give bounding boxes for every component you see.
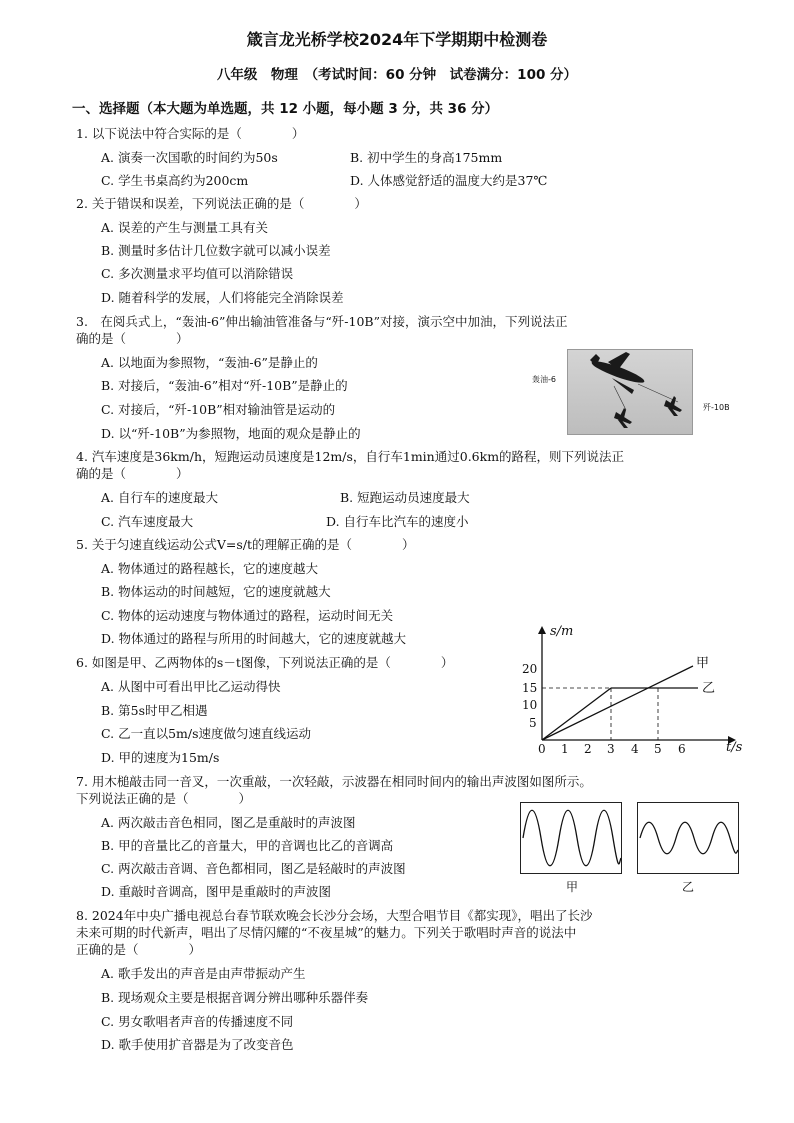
graph-ytick: 5 [529,716,537,730]
q7-option-d[interactable]: D. 重敲时音调高，图甲是重敲时的声波图 [101,884,332,899]
q8-stem-line1: 8. 2024年中央广播电视总台春节联欢晚会长沙分会场，大型合唱节目《都实现》，唱出了长沙 [76,908,593,923]
graph-xtick: 0 [538,742,546,756]
exam-info: 八年级 物理 （考试时间：60 分钟 试卷满分：100 分） [216,67,578,83]
graph-xtick: 1 [561,742,569,756]
q5-stem: 5. 关于匀速直线运动公式V=s/t的理解正确的是（ ） [76,537,415,552]
section-heading: 一、选择题（本大题为单选题，共 12 小题，每小题 3 分，共 36 分） [72,101,499,117]
q2-option-c[interactable]: C. 多次测量求平均值可以消除错误 [101,266,294,281]
fighter-jet-icon [614,408,632,428]
graph-ytick: 15 [522,681,538,695]
q6-option-c[interactable]: C. 乙一直以5m/s速度做匀速直线运动 [101,726,311,741]
q2-stem: 2. 关于错误和误差，下列说法正确的是（ ） [76,196,367,211]
graph-ytick: 20 [522,662,538,676]
q8-option-b[interactable]: B. 现场观众主要是根据音调分辨出哪种乐器伴奏 [101,990,369,1005]
waveform-yi [637,802,739,874]
q7-option-c[interactable]: C. 两次敲击音调、音色都相同，图乙是轻敲时的声波图 [101,861,406,876]
q7-option-a[interactable]: A. 两次敲击音色相同，图乙是重敲时的声波图 [101,815,356,830]
fighter-jet-icon [664,396,682,416]
q3-option-d[interactable]: D. 以“歼-10B”为参照物，地面的观众是静止的 [101,426,361,441]
graph-xtick: 3 [607,742,615,756]
refueling-photo [567,349,693,435]
q3-stem-line1: 3. 在阅兵式上，“轰油-6”伸出输油管准备与“歼-10B”对接，演示空中加油，下列说法正 [76,314,568,329]
q1-stem: 1. 以下说法中符合实际的是（ ） [76,126,305,141]
q5-option-a[interactable]: A. 物体通过的路程越长，它的速度越大 [101,561,318,576]
q4-option-c[interactable]: C. 汽车速度最大 [101,514,194,529]
graph-xtick: 5 [654,742,662,756]
q6-option-a[interactable]: A. 从图中可看出甲比乙运动得快 [101,679,281,694]
q8-option-d[interactable]: D. 歌手使用扩音器是为了改变音色 [101,1037,294,1052]
graph-xlabel: t/s [726,740,743,755]
series-label-jia: 甲 [696,656,710,671]
q3-option-c[interactable]: C. 对接后，“歼-10B”相对输油管是运动的 [101,402,336,417]
q8-option-c[interactable]: C. 男女歌唱者声音的传播速度不同 [101,1014,294,1029]
series-label-yi: 乙 [702,681,716,696]
waveform-yi-label: 乙 [682,880,695,894]
q5-option-b[interactable]: B. 物体运动的时间越短，它的速度就越大 [101,584,331,599]
q6-stem: 6. 如图是甲、乙两物体的s－t图像，下列说法正确的是（ ） [76,655,454,670]
q7-stem-line2: 下列说法正确的是（ ） [76,791,252,806]
q1-option-b[interactable]: B. 初中学生的身高175mm [350,150,503,165]
q1-option-a[interactable]: A. 演奏一次国歌的时间约为50s [101,150,278,165]
q4-stem-line1: 4. 汽车速度是36km/h，短跑运动员速度是12m/s，自行车1min通过0.6km的路程，则下列说法正 [76,449,625,464]
q4-option-a[interactable]: A. 自行车的速度最大 [101,490,218,505]
q1-option-d[interactable]: D. 人体感觉舒适的温度大约是37℃ [350,173,548,188]
graph-xtick: 6 [678,742,686,756]
q5-option-c[interactable]: C. 物体的运动速度与物体通过的路程，运动时间无关 [101,608,394,623]
s-t-graph [522,622,768,762]
tanker-label-outside: 轰油-6 [532,375,556,384]
q3-stem-line2: 确的是（ ） [76,331,189,346]
q2-option-a[interactable]: A. 误差的产生与测量工具有关 [101,220,268,235]
graph-ytick: 10 [522,698,538,712]
q4-stem-line2: 确的是（ ） [76,466,189,481]
q5-option-d[interactable]: D. 物体通过的路程与所用的时间越大，它的速度就越大 [101,631,407,646]
graph-ylabel: s/m [550,624,574,639]
graph-xtick: 2 [584,742,592,756]
q8-option-a[interactable]: A. 歌手发出的声音是由声带振动产生 [101,966,306,981]
q2-option-d[interactable]: D. 随着科学的发展，人们将能完全消除误差 [101,290,344,305]
q2-option-b[interactable]: B. 测量时多估计几位数字就可以减小误差 [101,243,331,258]
q4-option-b[interactable]: B. 短跑运动员速度最大 [340,490,470,505]
tanker-plane-icon [590,352,646,394]
waveform-jia-label: 甲 [566,880,579,894]
q3-option-a[interactable]: A. 以地面为参照物，“轰油-6”是静止的 [101,355,318,370]
page-title: 箴言龙光桥学校2024年下学期期中检测卷 [246,30,548,49]
q7-stem-line1: 7. 用木槌敲击同一音叉，一次重敲，一次轻敲，示波器在相同时间内的输出声波图如图所示。 [76,774,592,789]
waveform-jia [520,802,622,874]
q8-stem-line2: 未来可期的时代新声，唱出了尽情闪耀的“不夜星城”的魅力。下列关于歌唱时声音的说法中 [76,925,577,940]
q7-option-b[interactable]: B. 甲的音量比乙的音量大，甲的音调也比乙的音调高 [101,838,394,853]
q6-option-d[interactable]: D. 甲的速度为15m/s [101,750,220,765]
graph-xtick: 4 [631,742,639,756]
q1-option-c[interactable]: C. 学生书桌高约为200cm [101,173,249,188]
fighter-label: 歼-10B [703,403,730,412]
q8-stem-line3: 正确的是（ ） [76,942,202,957]
q4-option-d[interactable]: D. 自行车比汽车的速度小 [326,514,469,529]
q3-option-b[interactable]: B. 对接后，“轰油-6”相对“歼-10B”是静止的 [101,378,348,393]
q6-option-b[interactable]: B. 第5s时甲乙相遇 [101,703,208,718]
